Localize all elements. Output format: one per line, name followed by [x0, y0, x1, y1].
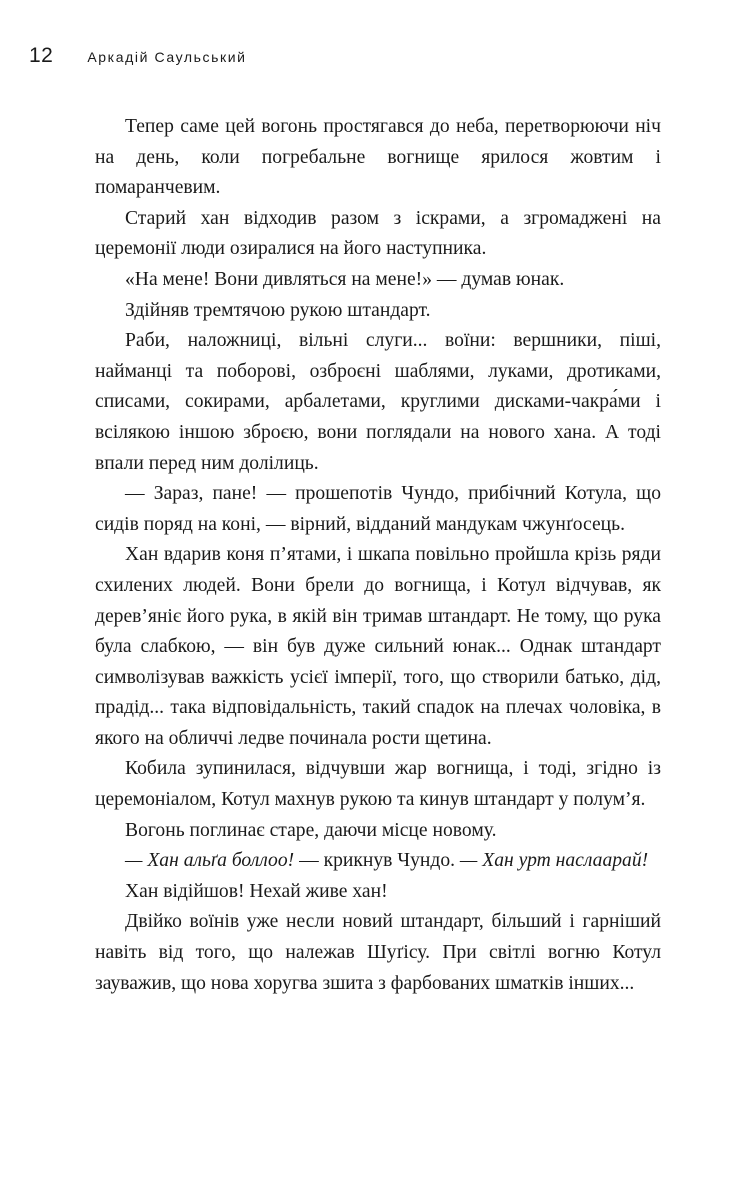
- dialogue-attribution: — крикнув Чундо.: [294, 850, 460, 872]
- paragraph: Раби, наложниці, вільні слуги... воїни: вершники, піші, найманці та поборові, озброєні шаблями, луками, дротиками, списами, сокирами, арбалетами, круглими дисками-чакра́ми і всілякою іншою зброєю, вони поглядали на нового хана. А тоді впали перед ним долілиць.: [95, 330, 661, 474]
- italic-phrase: — Хан урт наслаарай!: [459, 850, 649, 872]
- paragraph: Кобила зупинилася, відчувши жар вогнища, і тоді, згідно із церемоніалом, Котул махнув рукою та кинув штандарт у полум’я.: [95, 758, 661, 811]
- paragraph: Здійняв тремтячою рукою штандарт.: [125, 299, 431, 321]
- paragraph: — Зараз, пане! — прошепотів Чундо, прибічний Котула, що сидів поряд на коні, — вірний, відданий мандукам чжунґосець.: [95, 483, 661, 535]
- paragraph: Хан вдарив коня п’ятами, і шкапа повільно пройшла крізь ряди схилених людей. Вони брели до вогнища, і Котул відчував, як дерев’яніє його рука, в якій він тримав штандарт. Не тому, що рука була слабкою, — він був дуже сильний юнак... Однак штандарт символізував важкість усієї імперії, того, що створили батько, дід, прадід... така відповідальність, такий спадок на плечах чоловіка, в якого на обличчі ледве починала рости щетина.: [95, 544, 661, 749]
- paragraph: Тепер саме цей вогонь простягався до неба, перетворюючи ніч на день, коли погребальне вогнище ярилося жовтим і помаранчевим.: [95, 116, 661, 199]
- body-text: [95, 112, 661, 999]
- paragraph: Двійко воїнів уже несли новий штандарт, більший і гарніший навіть від того, що належав Шуґісу. При світлі вогню Котул зауважив, що нова хоругва зшита з фарбованих шматків інших...: [95, 911, 661, 994]
- paragraph: Вогонь поглинає старе, даючи місце новому.: [125, 819, 497, 841]
- running-head-author: Аркадій Саульський: [87, 49, 247, 65]
- paragraph: Старий хан відходив разом з іскрами, а згромаджені на церемонії люди озиралися на його наступника.: [95, 207, 661, 260]
- page-number: 12: [29, 44, 54, 67]
- italic-phrase: — Хан альґа боллоо!: [125, 850, 295, 872]
- paragraph: Хан відійшов! Нехай живе хан!: [125, 880, 388, 902]
- running-head: [29, 44, 247, 68]
- paragraph: [95, 846, 661, 877]
- paragraph: «На мене! Вони дивляться на мене!» — думав юнак.: [125, 268, 565, 290]
